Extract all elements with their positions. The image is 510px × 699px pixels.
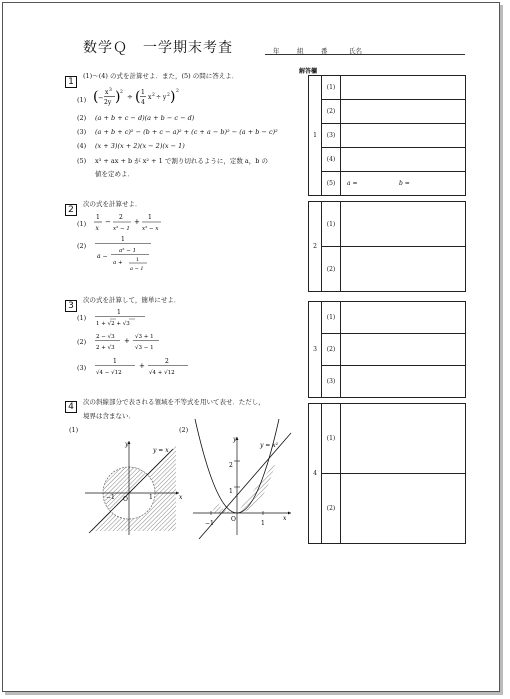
svg-text:−: − (105, 218, 111, 226)
answer-q2-part-label: (2) (322, 247, 341, 292)
answer-q4-2-field[interactable] (341, 474, 466, 544)
fig1-tick-pos: 1 (149, 494, 153, 501)
svg-text:a − 1: a − 1 (130, 266, 144, 272)
answer-q2-1-field[interactable] (341, 202, 466, 247)
header-year-label: 年 (273, 47, 280, 55)
q3-intro: 次の式を計算して，簡単にせよ． (83, 296, 181, 304)
svg-text:2y: 2y (104, 99, 112, 106)
svg-text:√3 + 1: √3 + 1 (135, 334, 154, 340)
svg-text:1 + √2 + √3: 1 + √2 + √3 (96, 321, 130, 327)
answer-q2-number: 2 (309, 202, 322, 292)
svg-text:a −: a − (97, 253, 108, 260)
answer-q4-part-label: (1) (322, 404, 341, 474)
q1-number-box: 1 (65, 69, 77, 88)
svg-text:+: + (139, 362, 145, 370)
q2-p1-label: (1) (77, 220, 87, 228)
q4-intro-line2: 境界は含まない． (83, 412, 135, 420)
svg-text:x: x (148, 94, 152, 101)
q1-p2-label: (2) (77, 114, 87, 122)
answer-sheet-title: 解答欄 (299, 68, 318, 75)
svg-text:2: 2 (176, 89, 179, 94)
q1-intro: (1)〜(4) の式を計算せよ．また，(5) の問に答えよ． (83, 72, 239, 80)
svg-text:+: + (124, 337, 130, 345)
svg-text:): ) (115, 89, 121, 105)
q1-p5-line2: 値を定めよ． (95, 170, 134, 178)
answer-q3-part-label: (1) (322, 302, 341, 334)
exam-title: 数学Ｑ 一学期末考査 (83, 40, 233, 56)
svg-text:): ) (170, 89, 176, 105)
q1-p5-line1: x³ + ax + b が x² + 1 で割り切れるように，定数 a，b の (95, 157, 268, 165)
svg-text:1: 1 (113, 358, 117, 365)
svg-text:(: ( (93, 89, 99, 105)
answer-q4-1-field[interactable] (341, 404, 466, 474)
svg-text:x: x (95, 225, 99, 232)
svg-text:+: + (134, 218, 140, 226)
svg-text:x: x (105, 89, 109, 96)
svg-text:a +: a + (113, 260, 123, 266)
fig1-x-axis-label: x (179, 494, 183, 501)
fig1-tick-neg: −1 (106, 494, 115, 501)
fig2-tick-y2: 2 (229, 462, 233, 469)
svg-text:2: 2 (152, 93, 155, 98)
answer-table-q4 (308, 403, 466, 544)
q1-p3-label: (3) (77, 128, 87, 136)
answer-q1-number: 1 (309, 76, 322, 196)
answer-q4-number: 4 (309, 404, 322, 544)
exam-page (2, 2, 500, 692)
answer-q1-5-field[interactable] (341, 172, 466, 196)
answer-q3-2-field[interactable] (341, 334, 466, 366)
q2-p2-expression (93, 233, 163, 281)
svg-text:1: 1 (141, 89, 145, 96)
fig2-origin: O (231, 516, 236, 523)
q2-number-box: 2 (65, 197, 77, 216)
answer-q2-part-label: (1) (322, 202, 341, 247)
svg-text:√4 − √12: √4 − √12 (96, 370, 122, 376)
svg-text:1: 1 (117, 309, 121, 316)
q2-intro: 次の式を計算せよ． (83, 200, 142, 208)
answer-table-q3 (308, 301, 466, 398)
answer-q1-3-field[interactable] (341, 124, 466, 148)
fig2-y-axis-label: y (233, 436, 237, 443)
svg-text:1: 1 (136, 257, 140, 263)
svg-text:√3 − 1: √3 − 1 (135, 345, 154, 351)
svg-text:1: 1 (96, 214, 100, 221)
fig2-x-axis-label: x (283, 515, 287, 522)
svg-text:2: 2 (119, 214, 123, 221)
answer-q1-part-label: (1) (322, 76, 341, 100)
svg-text:÷: ÷ (127, 93, 133, 101)
q2-p2-label: (2) (77, 242, 87, 250)
q1-p3-expression: (a + b + c)² − (b + c − a)² + (c + a − b)² − (a + b − c)² (95, 128, 278, 136)
fig1-curve-label: y = x (153, 447, 169, 454)
q1-p4-label: (4) (77, 142, 87, 150)
q3-number-box: 3 (65, 293, 77, 312)
header-class-label: 組 (297, 47, 304, 55)
q1-p1-expression (93, 85, 203, 115)
svg-text:1: 1 (121, 236, 125, 243)
q1-p1-label: (1) (77, 96, 87, 104)
answer-q1-part-label: (2) (322, 100, 341, 124)
svg-text:1: 1 (148, 214, 152, 221)
svg-text:2 − √3: 2 − √3 (96, 334, 115, 340)
q4-number-box: 4 (65, 394, 77, 413)
answer-q3-1-field[interactable] (341, 302, 466, 334)
q1-p2-expression: (a + b + c − d)(a + b − c − d) (95, 114, 195, 122)
svg-text:x² − 1: x² − 1 (113, 226, 130, 232)
svg-text:2: 2 (120, 90, 123, 95)
fig2-tick-pos: 1 (261, 520, 265, 527)
answer-q2-2-field[interactable] (341, 247, 466, 292)
q4-fig1-label: (1) (69, 426, 79, 434)
fig2-curve-label: y = x² (260, 442, 279, 449)
answer-q1-1-field[interactable] (341, 76, 466, 100)
header-number-label: 番 (321, 47, 328, 55)
answer-q3-3-field[interactable] (341, 366, 466, 398)
header-underline (265, 54, 465, 55)
answer-q1-part-label: (4) (322, 148, 341, 172)
answer-q1-part-label: (3) (322, 124, 341, 148)
q3-p1-label: (1) (77, 314, 87, 322)
svg-text:−: − (98, 94, 104, 102)
answer-q3-part-label: (2) (322, 334, 341, 366)
answer-q1-4-field[interactable] (341, 148, 466, 172)
q4-fig2-graph (189, 415, 297, 539)
q3-p2-expression (93, 330, 173, 358)
fig1-origin: O (123, 496, 128, 503)
q3-p3-expression (93, 355, 193, 385)
answer-q1-5-a-label: a = (347, 180, 358, 187)
answer-q1-2-field[interactable] (341, 100, 466, 124)
svg-text:3: 3 (109, 88, 112, 93)
answer-q4-part-label: (2) (322, 474, 341, 544)
fig2-tick-neg: −1 (205, 520, 214, 527)
svg-text:÷ y: ÷ y (156, 94, 167, 101)
answer-q3-number: 3 (309, 302, 322, 398)
fig2-hatched-region-right (237, 461, 276, 513)
header-name-label: 氏名 (349, 47, 362, 55)
answer-table-q2 (308, 201, 466, 292)
fig1-y-axis-label: y (125, 441, 129, 448)
svg-text:2 + √3: 2 + √3 (96, 345, 115, 351)
svg-text:2: 2 (165, 358, 169, 365)
svg-text:x² − x: x² − x (142, 226, 159, 232)
q3-p3-label: (3) (77, 364, 87, 372)
q1-p5-label: (5) (77, 157, 87, 165)
svg-text:√4 + √12: √4 + √12 (149, 370, 175, 376)
svg-text:(: ( (135, 89, 141, 105)
q4-fig1-graph (81, 431, 185, 539)
q3-p2-label: (2) (77, 338, 87, 346)
fig2-tick-y1: 1 (229, 488, 233, 495)
q4-intro-line1: 次の斜線部分で表される領域を不等式を用いて表せ．ただし， (83, 398, 265, 406)
answer-q3-part-label: (3) (322, 366, 341, 398)
svg-text:4: 4 (141, 99, 145, 106)
svg-text:a² − 1: a² − 1 (119, 248, 137, 254)
q4-fig2-label: (2) (179, 426, 189, 434)
answer-q1-part-label: (5) (322, 172, 341, 196)
svg-text:2: 2 (167, 93, 170, 98)
answer-table-q1 (308, 75, 466, 196)
answer-q1-5-b-label: b = (399, 180, 410, 187)
q1-p4-expression: (x + 3)(x + 2)(x − 2)(x − 1) (95, 142, 185, 150)
